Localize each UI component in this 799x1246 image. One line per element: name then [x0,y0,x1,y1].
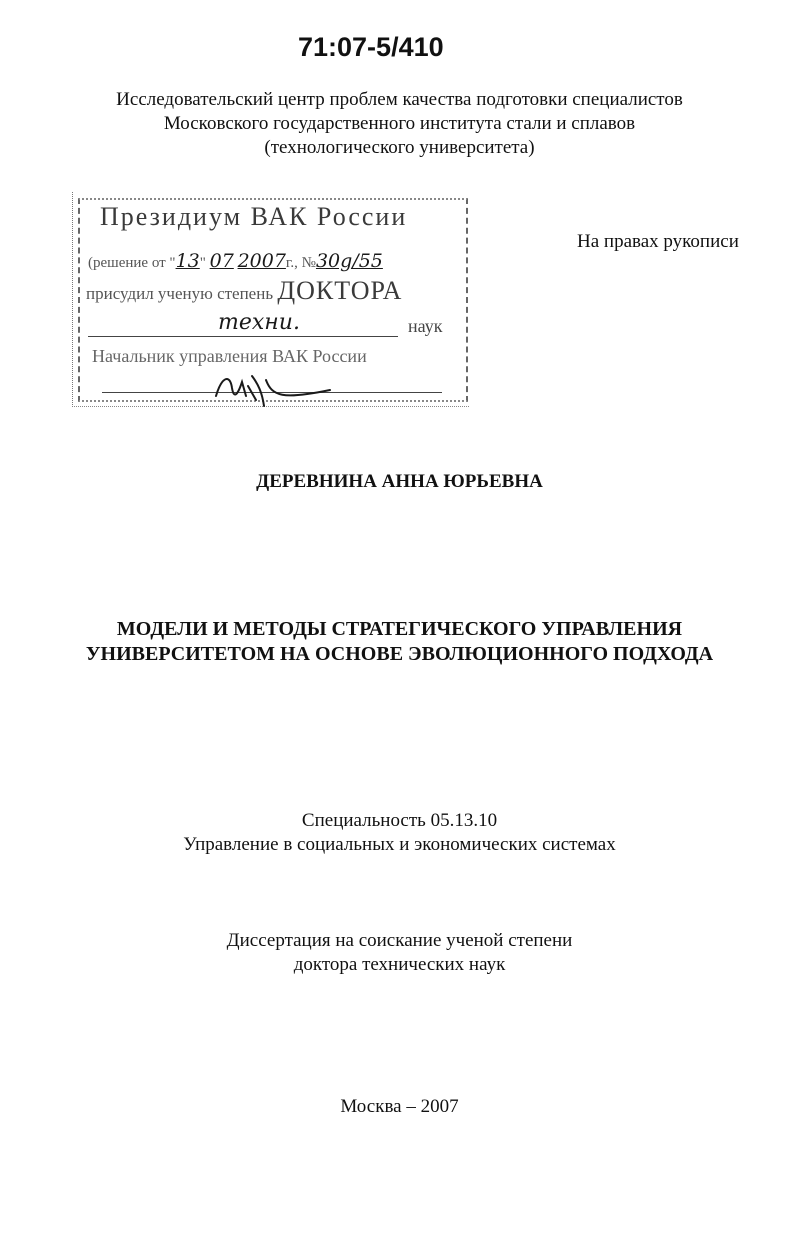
stamp-decision-prefix: (решение от " [88,255,176,271]
stamp-title: Президиум ВАК России [100,202,408,231]
stamp-field-underline [88,336,398,337]
stamp-head: Начальник управления ВАК России [92,346,367,366]
degree-line-1: Диссертация на соискание ученой степени [226,930,573,951]
specialty-name: Управление в социальных и экономических системах [183,834,616,855]
title-line-2: УНИВЕРСИТЕТОМ НА ОСНОВЕ ЭВОЛЮЦИОННОГО ПОДХОДА [85,643,714,665]
organization-line-2: Московского государственного института стали и сплавов [163,113,636,134]
dissertation-title [0,617,799,667]
stamp-award-degree: ДОКТОРА [277,276,403,305]
author-name: ДЕРЕВНИНА АННА ЮРЬЕВНА [256,471,543,492]
signature-icon [212,366,352,410]
catalog-code: 71:07-5/410 [298,32,444,62]
stamp-year: 2007 [237,250,286,272]
place-year: Москва – 2007 [340,1096,459,1117]
stamp-decision-line [88,250,383,272]
stamp-field-handwritten: техни. [218,310,300,335]
stamp-month: 07 [209,250,234,272]
stamp-field-line [88,310,458,340]
specialty-block [0,809,799,857]
degree-line-2: доктора технических наук [293,954,506,975]
stamp-number: 30g/55 [315,250,383,272]
manuscript-note: На правах рукописи [577,231,739,252]
stamp-day: 13 [175,250,200,272]
stamp-award-line [86,276,402,306]
stamp-signature-area [102,366,442,406]
organization-line-1: Исследовательский центр проблем качества подготовки специалистов [116,89,683,110]
stamp-year-suffix: г., № [285,255,316,271]
organization-block [0,88,799,160]
vak-stamp [72,190,470,412]
degree-block [0,929,799,977]
title-line-1: МОДЕЛИ И МЕТОДЫ СТРАТЕГИЧЕСКОГО УПРАВЛЕНИЯ [116,618,683,640]
specialty-code: Специальность 05.13.10 [301,810,498,831]
stamp-field-suffix: наук [408,316,443,336]
organization-line-3: (технологического университета) [264,137,535,158]
stamp-quote: " [199,255,206,271]
stamp-award-prefix: присудил ученую степень [86,284,278,303]
